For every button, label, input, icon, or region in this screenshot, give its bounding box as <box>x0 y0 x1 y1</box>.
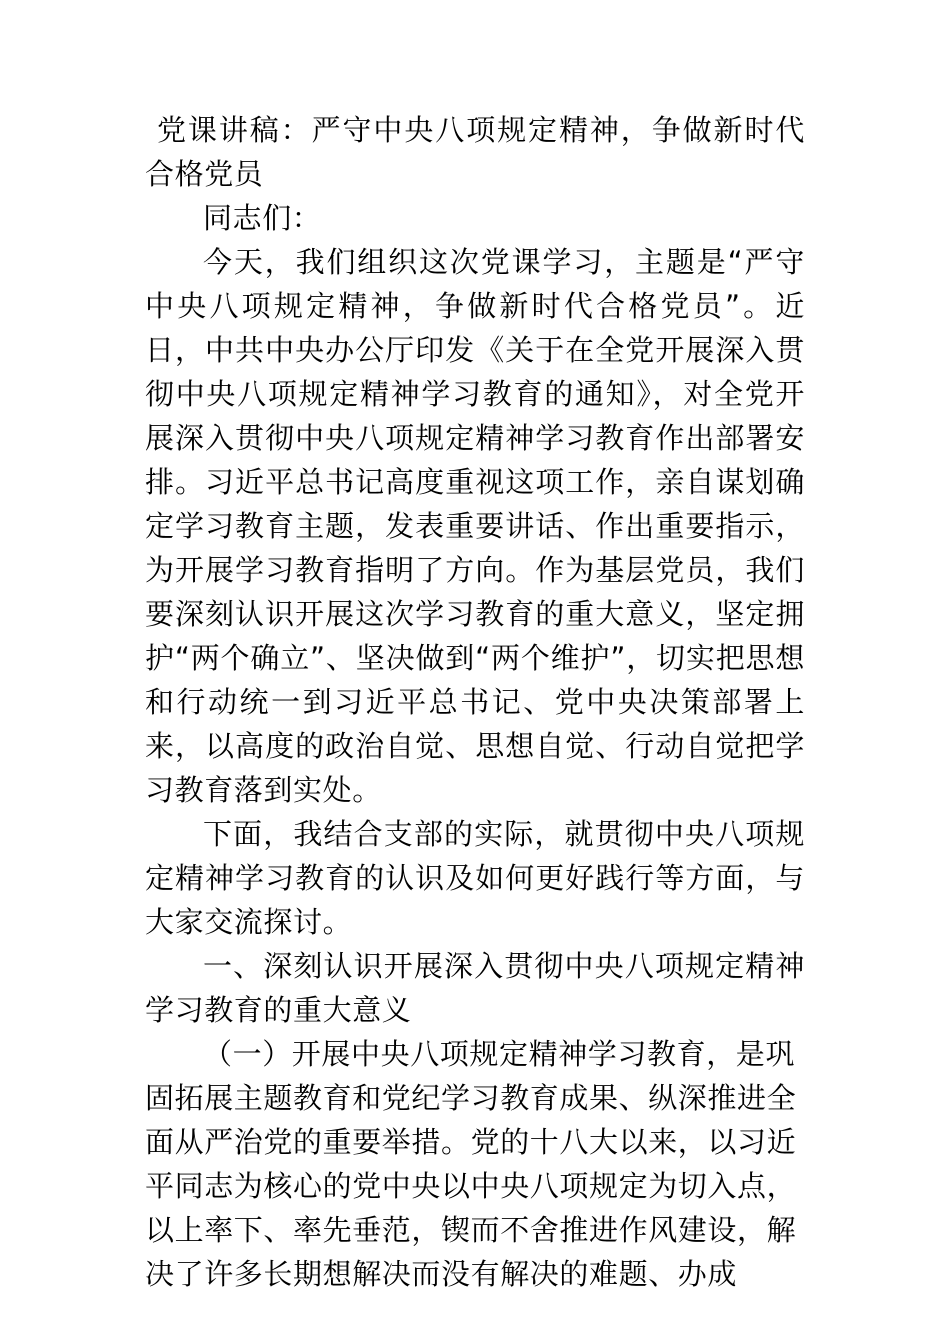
section-one-heading: 一、深刻认识开展深入贯彻中央八项规定精神学习教育的重大意义 <box>145 949 805 1027</box>
paragraph-intro: 今天，我们组织这次党课学习，主题是“严守中央八项规定精神，争做新时代合格党员”。近日，中共中央办公厅印发《关于在全党开展深入贯彻中央八项规定精神学习教育的通知》，对全党开展深入贯彻中央八项规定精神学习教育作出部署安排。习近平总书记高度重视这项工作，亲自谋划确定学习教育主题，发表重要讲话、作出重要指示，为开展学习教育指明了方向。作为基层党员，我们要深刻认识开展这次学习教育的重大意义，坚定拥护“两个确立”、坚决做到“两个维护”，切实把思想和行动统一到习近平总书记、党中央决策部署上来，以高度的政治自觉、思想自觉、行动自觉把学习教育落到实处。 <box>145 245 805 807</box>
salutation-line: 同志们： <box>203 201 322 235</box>
document-text-body <box>145 108 805 1296</box>
paragraph-transition: 下面，我结合支部的实际，就贯彻中央八项规定精神学习教育的认识及如何更好践行等方面，与大家交流探讨。 <box>145 817 805 939</box>
document-title: 党课讲稿：严守中央八项规定精神，争做新时代合格党员 <box>145 113 805 191</box>
subsection-one-paragraph: （一）开展中央八项规定精神学习教育，是巩固拓展主题教育和党纪学习教育成果、纵深推进全面从严治党的重要举措。党的十八大以来，以习近平同志为核心的党中央以中央八项规定为切入点，以上率下、率先垂范，锲而不舍推进作风建设，解决了许多长期想解决而没有解决的难题、办成 <box>145 1037 797 1291</box>
